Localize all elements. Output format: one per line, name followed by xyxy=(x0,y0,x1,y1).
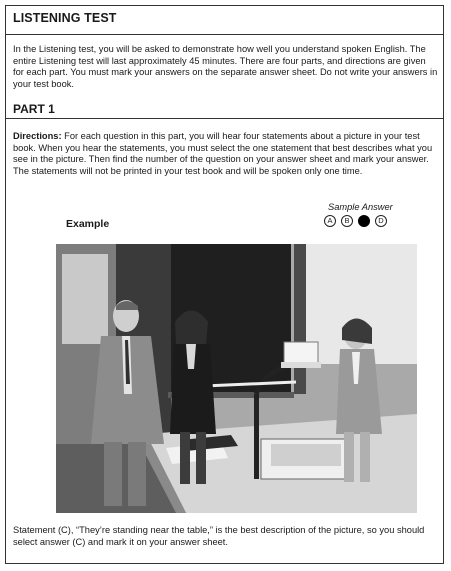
answer-explanation: Statement (C), “They’re standing near the table,” is the best description of the picture, so you should select answer (C) and mark it on your answer sheet. xyxy=(13,525,425,547)
sample-answer-label: Sample Answer xyxy=(328,202,393,212)
part-heading: PART 1 xyxy=(13,102,55,116)
directions-text: For each question in this part, you will hear four statements about a picture in your test book. When you hear the statements, you must select the one statement that best describes what you see in the picture. Then find the number of the question on your answer sheet and mark your answer. The statements will not be printed in your test book and will be spoken only one time. xyxy=(13,131,433,176)
answer-bubble-d: D xyxy=(375,215,387,227)
example-photo xyxy=(56,244,417,513)
sample-answer-bubbles xyxy=(324,215,404,229)
answer-bubble-a: A xyxy=(324,215,336,227)
intro-paragraph: In the Listening test, you will be asked to demonstrate how well you understand spoken English. The entire Listening test will last approximately 45 minutes. There are four parts, and directions are given for each part. You must mark your answers on the separate answer sheet. Do not write your answers in your test book. xyxy=(13,44,438,89)
page-title: LISTENING TEST xyxy=(13,11,117,25)
answer-bubble-b: B xyxy=(341,215,353,227)
answer-bubble-c-filled xyxy=(358,215,370,227)
title-bar xyxy=(6,6,443,35)
test-page-frame xyxy=(5,5,444,564)
example-label: Example xyxy=(66,218,110,230)
photo-illustration xyxy=(56,244,417,513)
directions-paragraph xyxy=(13,131,441,177)
directions-label: Directions: xyxy=(13,131,62,141)
section-divider xyxy=(6,118,443,119)
